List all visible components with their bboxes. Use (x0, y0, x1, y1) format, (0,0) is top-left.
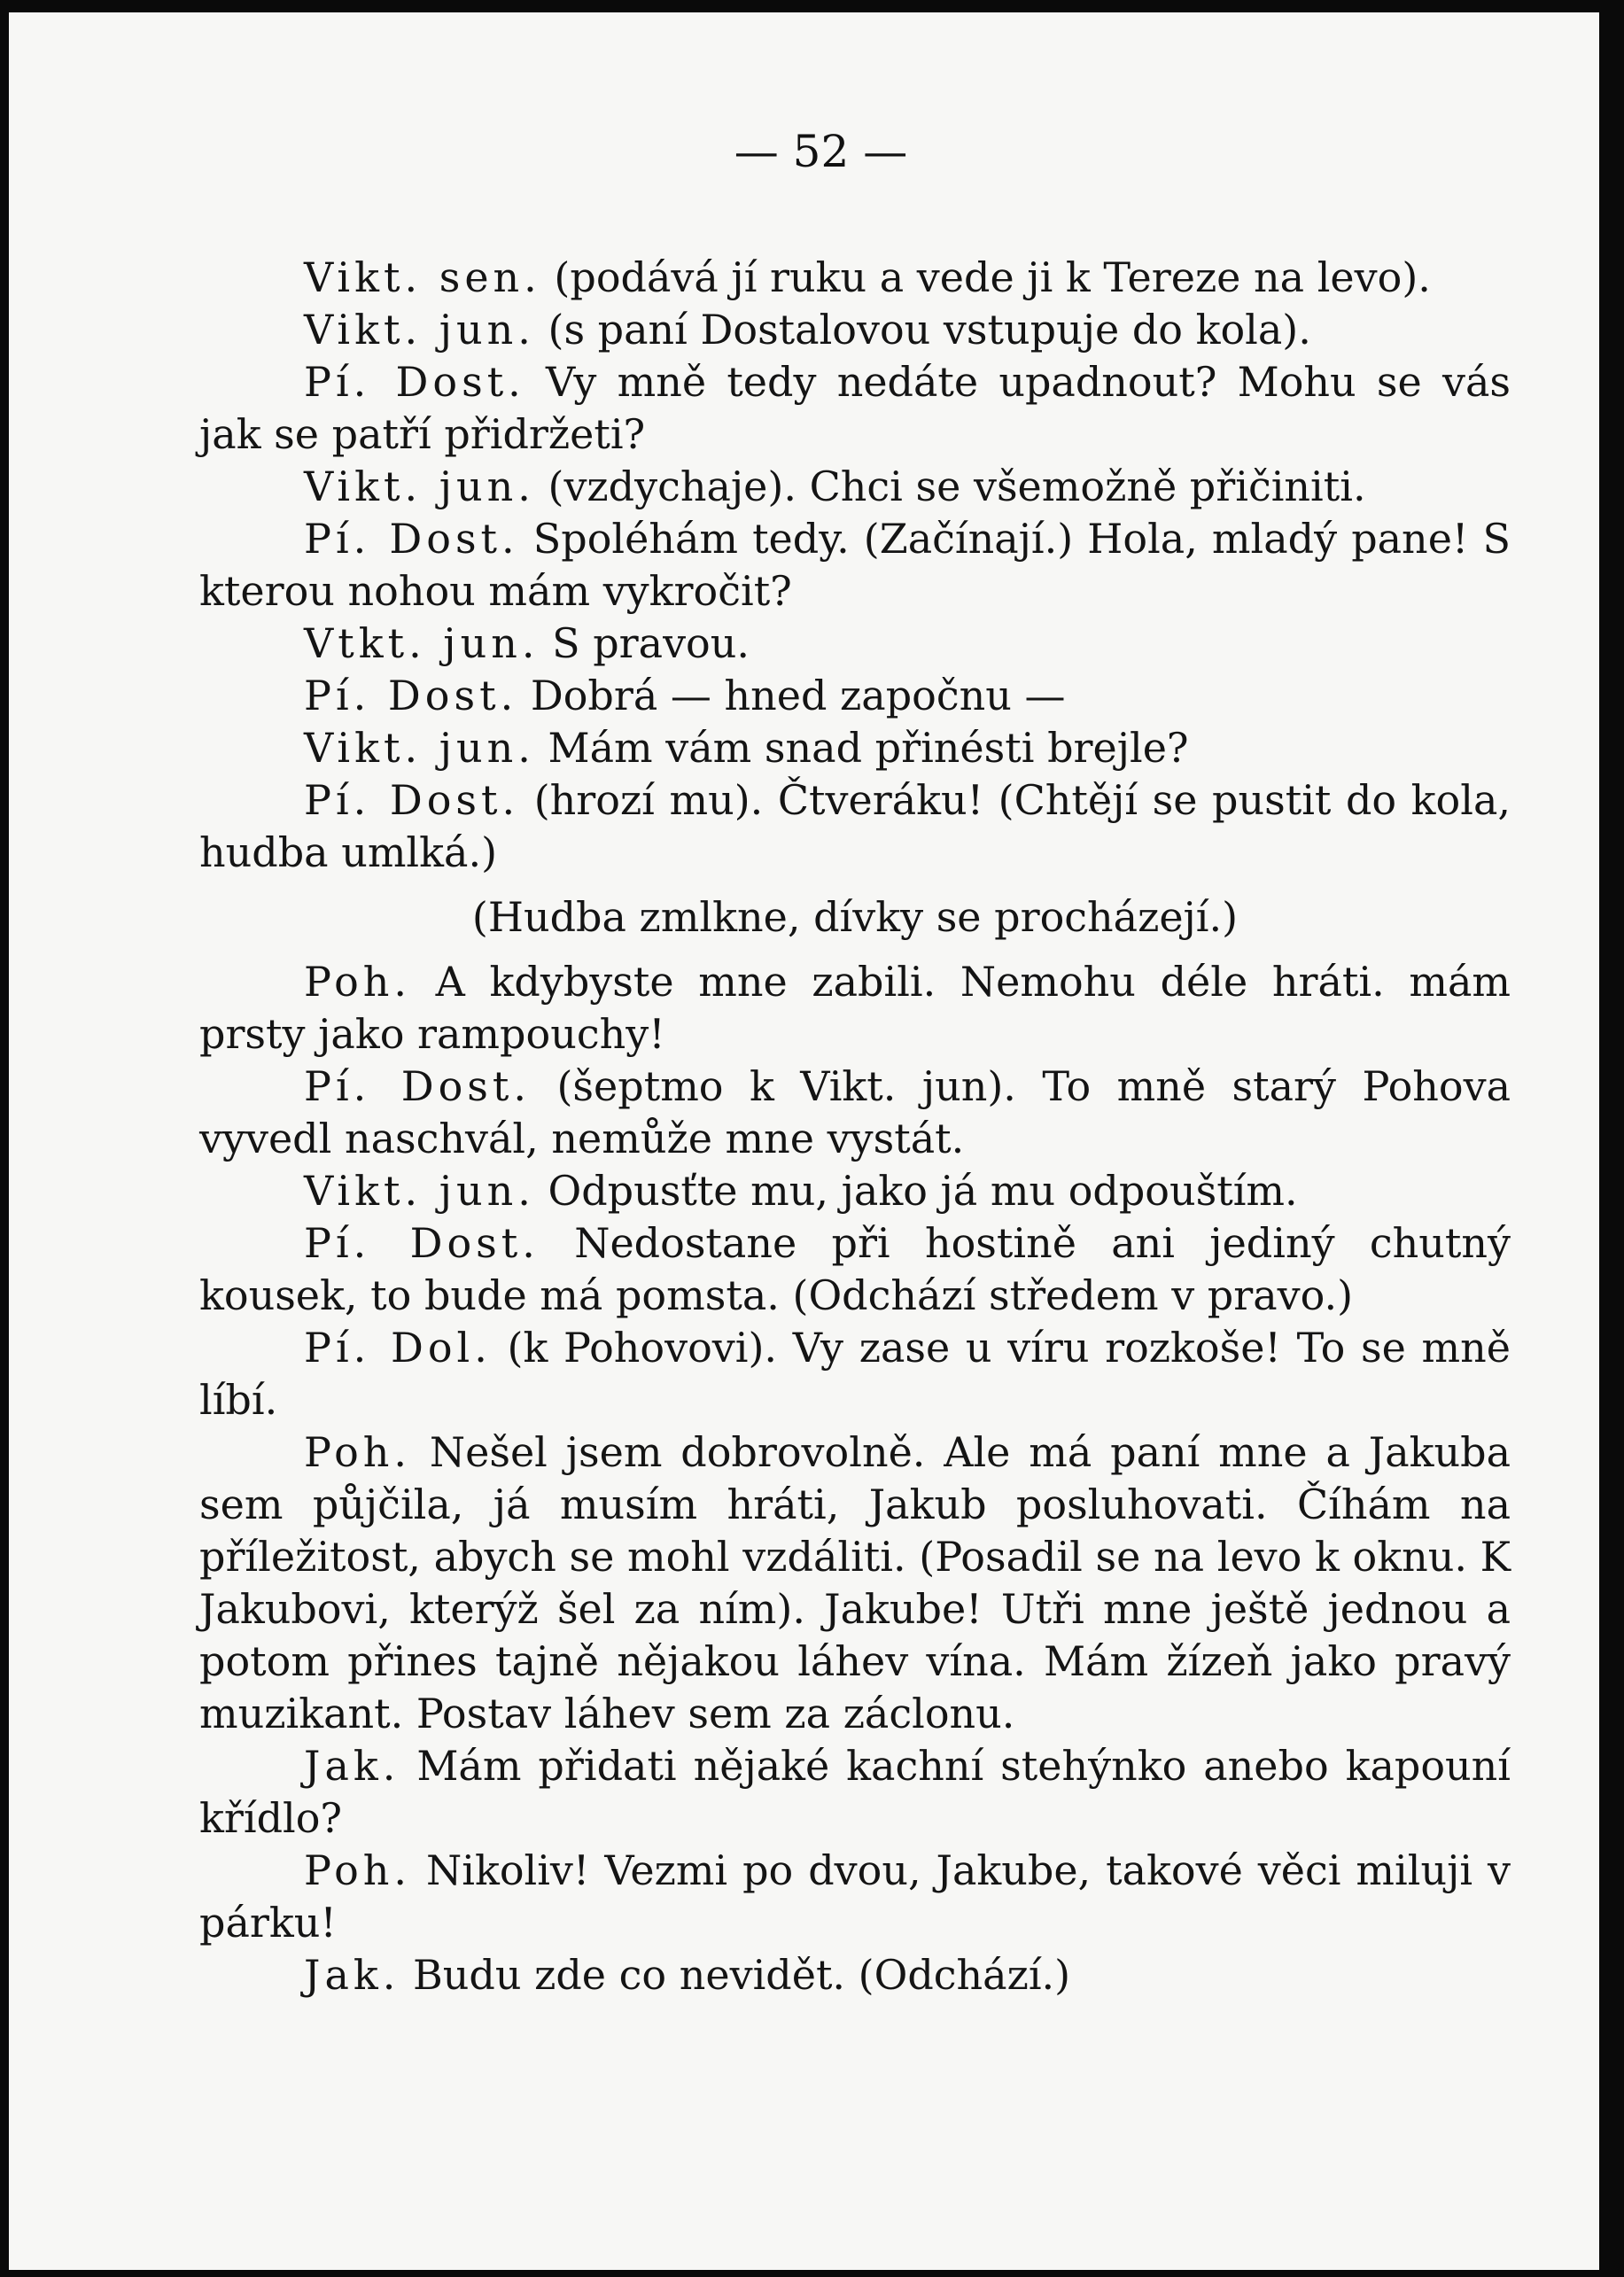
line-text: (podává jí ruku a vede ji k Tereze na levo). (540, 253, 1431, 301)
dialogue-line (199, 670, 1511, 722)
speaker-name: Jak. (304, 1742, 400, 1790)
speaker-name: Poh. (304, 1846, 412, 1894)
speaker-name: Pí. Dost. (304, 358, 525, 406)
page-body (199, 252, 1511, 2001)
speaker-name: Poh. (304, 958, 412, 1006)
speaker-name: Pí. Dost. (304, 515, 519, 563)
speaker-name: Pí. Dost. (304, 1219, 540, 1267)
line-text: Nedostane při hostině ani jediný chutný kousek, to bude má pomsta. (Odchází středem v pravo.) (199, 1219, 1511, 1319)
dialogue-line (199, 356, 1511, 461)
speaker-name: Vikt. sen. (304, 253, 541, 301)
line-text: Odpusťte mu, jako já mu odpouštím. (534, 1167, 1298, 1215)
page-number: — 52 — (734, 126, 908, 177)
line-text: (hrozí mu). Čtveráku! (Chtějí se pustit do kola, hudba umlká.) (199, 776, 1511, 876)
line-text: Vy mně tedy nedáte upadnout? Mohu se vás jak se patří přidržeti? (199, 358, 1511, 458)
speaker-name: Pí. Dost. (304, 672, 518, 719)
line-text: Nikoliv! Vezmi po dvou, Jakube, takové věci miluji v párku! (199, 1846, 1511, 1947)
line-text: Nešel jsem dobrovolně. Ale má paní mne a Jakuba sem půjčila, já musím hráti, Jakub posluhovati. Číhám na příležitost, abych se mohl vzdáliti. (Posadil se na levo k oknu. K Jakubovi, kterýž šel za ním). Jakube! Utři mne ještě jednou a potom přines tajně nějakou láhev vína. Mám žízeň jako pravý muzikant. Postav láhev sem za záclonu. (199, 1428, 1511, 1737)
dialogue-line (199, 1740, 1511, 1845)
speaker-name: Poh. (304, 1428, 412, 1476)
dialogue-line (199, 1322, 1511, 1426)
dialogue-line (199, 1426, 1511, 1740)
line-text: (k Pohovovi). Vy zase u víru rozkoše! To se mně líbí. (199, 1324, 1511, 1424)
dialogue-line (199, 722, 1511, 774)
line-text: Mám přidati nějaké kachní stehýnko anebo kapouní křídlo? (199, 1742, 1511, 1842)
speaker-name: Pí. Dost. (304, 776, 520, 824)
line-text: A kdybyste mne zabili. Nemohu déle hráti. mám prsty jako rampouchy! (199, 958, 1511, 1058)
dialogue-line (199, 252, 1511, 304)
speaker-name: Vikt. jun. (304, 1167, 535, 1215)
speaker-name: Pí. Dol. (304, 1324, 492, 1372)
dialogue-line (199, 1949, 1511, 2001)
dialogue-line (199, 1061, 1511, 1165)
line-text: Budu zde co nevidět. (Odchází.) (400, 1951, 1071, 1999)
speaker-name: Vikt. jun. (304, 724, 535, 772)
stage-direction: (Hudba zmlkne, dívky se procházejí.) (471, 893, 1239, 941)
dialogue-line (199, 304, 1511, 356)
dialogue-line (199, 1845, 1511, 1949)
dialogue-line (199, 1217, 1511, 1322)
speaker-name: Vtkt. jun. (304, 619, 540, 667)
line-text: (s paní Dostalovou vstupuje do kola). (534, 306, 1311, 354)
dialogue-line (199, 1165, 1511, 1217)
dialogue-line (199, 513, 1511, 618)
speaker-name: Pí. Dost. (304, 1062, 532, 1110)
line-text: Dobrá — hned započnu — (517, 672, 1066, 719)
dialogue-line (199, 461, 1511, 513)
dialogue-line (199, 618, 1511, 670)
line-text: (vzdychaje). Chci se všemožně přičiniti. (534, 462, 1366, 510)
dialogue-line (199, 774, 1511, 879)
speaker-name: Jak. (304, 1951, 400, 1999)
line-text: Mám vám snad přinésti brejle? (534, 724, 1189, 772)
speaker-name: Vikt. jun. (304, 462, 535, 510)
dialogue-line (199, 956, 1511, 1061)
line-text: (šeptmo k Vikt. jun). To mně starý Pohova vyvedl naschvál, nemůže mne vystát. (199, 1062, 1511, 1162)
line-text: S pravou. (539, 619, 750, 667)
line-text: Spoléhám tedy. (Začínají.) Hola, mladý pane! S kterou nohou mám vykročit? (199, 515, 1511, 615)
speaker-name: Vikt. jun. (304, 306, 535, 354)
